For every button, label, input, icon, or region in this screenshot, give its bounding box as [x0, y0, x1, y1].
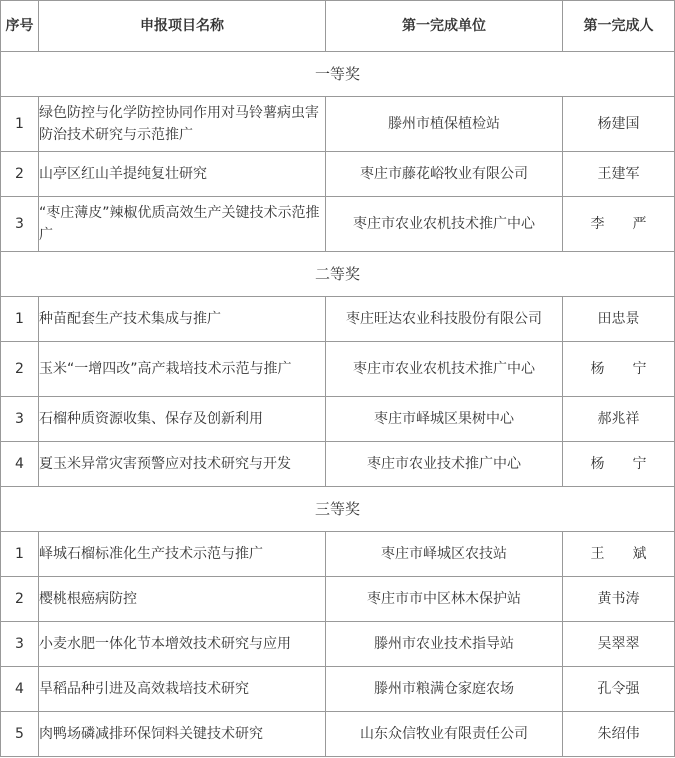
completing-unit: 枣庄市藤花峪牧业有限公司 — [326, 152, 563, 197]
completing-person: 黄书涛 — [563, 577, 675, 622]
section-title: 三等奖 — [1, 487, 675, 532]
table-row — [1, 622, 675, 667]
project-name: 山亭区红山羊提纯复壮研究 — [39, 152, 326, 197]
completing-person: 王建军 — [563, 152, 675, 197]
completing-person: 王 斌 — [563, 532, 675, 577]
project-name: 樱桃根癌病防控 — [39, 577, 326, 622]
completing-person: 李 严 — [563, 197, 675, 252]
completing-unit: 枣庄市市中区林木保护站 — [326, 577, 563, 622]
table-row — [1, 397, 675, 442]
table-row — [1, 152, 675, 197]
completing-person: 杨 宁 — [563, 442, 675, 487]
row-num: 4 — [1, 442, 39, 487]
completing-unit: 滕州市农业技术指导站 — [326, 622, 563, 667]
completing-unit: 滕州市粮满仓家庭农场 — [326, 667, 563, 712]
project-name: 旱稻品种引进及高效栽培技术研究 — [39, 667, 326, 712]
project-name: 石榴种质资源收集、保存及创新利用 — [39, 397, 326, 442]
completing-unit: 枣庄市峄城区农技站 — [326, 532, 563, 577]
completing-person: 吴翠翠 — [563, 622, 675, 667]
project-name: 峄城石榴标准化生产技术示范与推广 — [39, 532, 326, 577]
row-num: 1 — [1, 97, 39, 152]
section-title: 二等奖 — [1, 252, 675, 297]
row-num: 1 — [1, 297, 39, 342]
section-header — [1, 52, 675, 97]
completing-unit: 枣庄市农业农机技术推广中心 — [326, 342, 563, 397]
completing-person: 朱绍伟 — [563, 712, 675, 757]
completing-unit: 山东众信牧业有限责任公司 — [326, 712, 563, 757]
row-num: 2 — [1, 577, 39, 622]
completing-unit: 枣庄市农业农机技术推广中心 — [326, 197, 563, 252]
table-row — [1, 712, 675, 757]
project-name: 绿色防控与化学防控协同作用对马铃薯病虫害防治技术研究与示范推广 — [39, 97, 326, 152]
project-name: 玉米“一增四改”高产栽培技术示范与推广 — [39, 342, 326, 397]
header-person: 第一完成人 — [563, 1, 675, 52]
table-row — [1, 442, 675, 487]
completing-person: 杨建国 — [563, 97, 675, 152]
row-num: 5 — [1, 712, 39, 757]
header-num: 序号 — [1, 1, 39, 52]
completing-unit: 枣庄市峄城区果树中心 — [326, 397, 563, 442]
table-row — [1, 197, 675, 252]
table-row — [1, 342, 675, 397]
row-num: 3 — [1, 397, 39, 442]
row-num: 4 — [1, 667, 39, 712]
row-num: 1 — [1, 532, 39, 577]
project-name: 小麦水肥一体化节本增效技术研究与应用 — [39, 622, 326, 667]
project-name: 种苗配套生产技术集成与推广 — [39, 297, 326, 342]
completing-unit: 枣庄旺达农业科技股份有限公司 — [326, 297, 563, 342]
completing-person: 孔令强 — [563, 667, 675, 712]
table-row — [1, 97, 675, 152]
completing-unit: 滕州市植保植检站 — [326, 97, 563, 152]
section-header — [1, 252, 675, 297]
completing-unit: 枣庄市农业技术推广中心 — [326, 442, 563, 487]
header-name: 申报项目名称 — [39, 1, 326, 52]
project-name: “枣庄薄皮”辣椒优质高效生产关键技术示范推广 — [39, 197, 326, 252]
row-num: 3 — [1, 197, 39, 252]
table-row — [1, 577, 675, 622]
section-title: 一等奖 — [1, 52, 675, 97]
table-row — [1, 667, 675, 712]
completing-person: 田忠景 — [563, 297, 675, 342]
completing-person: 郝兆祥 — [563, 397, 675, 442]
section-header — [1, 487, 675, 532]
project-name: 夏玉米异常灾害预警应对技术研究与开发 — [39, 442, 326, 487]
header-unit: 第一完成单位 — [326, 1, 563, 52]
project-name: 肉鸭场磷减排环保饲料关键技术研究 — [39, 712, 326, 757]
row-num: 2 — [1, 152, 39, 197]
row-num: 2 — [1, 342, 39, 397]
table-row — [1, 297, 675, 342]
table-row — [1, 532, 675, 577]
row-num: 3 — [1, 622, 39, 667]
header-row — [1, 1, 675, 52]
completing-person: 杨 宁 — [563, 342, 675, 397]
